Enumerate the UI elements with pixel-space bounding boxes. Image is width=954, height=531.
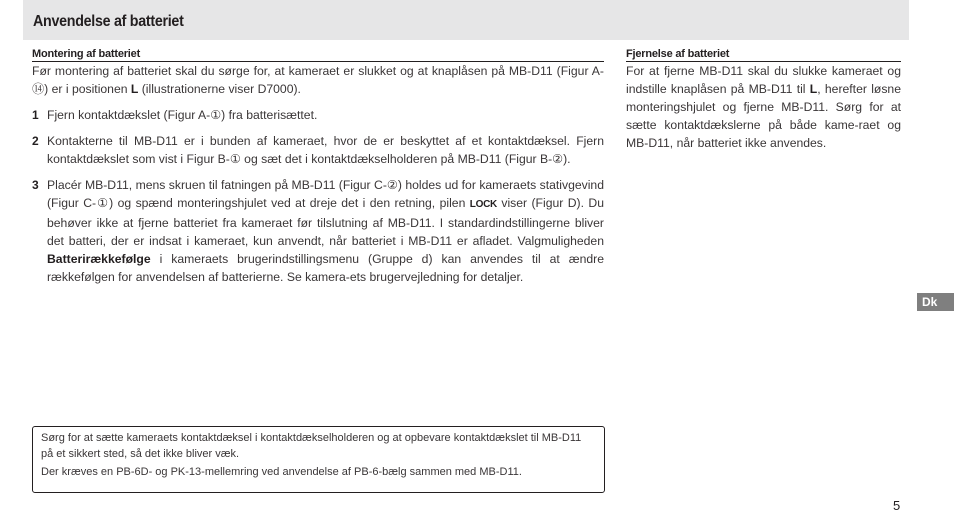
step-text: Kontakterne til MB-D11 er i bunden af kameraet, hvor de er beskyttet af et kontaktdæksel. Fjern kontaktdækslet som vist i Figur B-① og sæt det i kontaktdækselholderen på MB-D11 (Figur B-②). bbox=[47, 134, 604, 166]
battery-order-option: Batterirækkefølge bbox=[47, 252, 151, 266]
lock-position-label: L bbox=[130, 82, 139, 96]
step-text-part: Placér MB-D11, mens skruen til fatningen på MB-D11 (Figur C-②) holdes ud for kameraets stativgevind (Figur C-①) og spænd monteringshjulet ved at dreje det i den retning, pilen bbox=[47, 178, 604, 210]
note-box bbox=[32, 426, 605, 493]
step-number: 2 bbox=[32, 134, 39, 148]
removing-text bbox=[626, 62, 901, 152]
mounting-heading: Montering af batteriet bbox=[32, 48, 604, 62]
page-title: Anvendelse af batteriet bbox=[33, 13, 184, 30]
step-2 bbox=[32, 132, 604, 168]
removing-heading: Fjernelse af batteriet bbox=[626, 48, 901, 62]
lock-label: LOCK bbox=[469, 199, 497, 210]
step-1 bbox=[32, 106, 604, 124]
step-text: Fjern kontaktdækslet (Figur A-①) fra batterisættet. bbox=[47, 108, 318, 122]
removing-section bbox=[626, 48, 901, 152]
step-text-part: viser (Figur D). Du behøver ikke at fjerne batteriet fra kameraet før tilslutning af MB-D11. I standardindstillingerne bliver det batteri, der er indsat i kameraet, kun anvendt, når batteriet i MB-D11 er afladet. Valgmuligheden bbox=[47, 196, 604, 248]
mounting-intro bbox=[32, 62, 604, 98]
removing-text-start: For at fjerne MB-D11 skal du slukke kameraet og indstille knaplåsen på MB-D11 til bbox=[626, 64, 901, 96]
note-contact-cover: Sørg for at sætte kameraets kontaktdæksel i kontaktdækselholderen og at opbevare kontaktdækslet til MB-D11 på et sikkert sted, så det ikke bliver væk. bbox=[41, 432, 582, 460]
step-text bbox=[47, 176, 604, 286]
steps-list bbox=[32, 106, 604, 286]
language-tab: Dk bbox=[917, 293, 954, 311]
mounting-intro-text: Før montering af batteriet skal du sørge for, at kameraet er slukket og at knaplåsen på MB-D11 (Figur A-⑭) er i positionen bbox=[32, 64, 604, 96]
step-text-part: i kameraets brugerindstillingsmenu (Gruppe d) kan anvendes til at ændre rækkefølgen for anvendelsen af batterierne. Se kamera-ets brugervejledning for detaljer. bbox=[47, 252, 604, 284]
mounting-intro-text-end: (illustrationerne viser D7000). bbox=[138, 82, 301, 96]
mounting-section bbox=[32, 48, 604, 294]
page-number: 5 bbox=[893, 498, 901, 513]
header-band bbox=[23, 0, 909, 40]
step-3 bbox=[32, 176, 604, 286]
removing-text-end: , herefter løsne monteringshjulet og fjerne MB-D11. Sørg for at sætte kontaktdækslerne på både kame-raet og MB-D11, når batteriet ikke anvendes. bbox=[626, 82, 901, 150]
step-number: 3 bbox=[32, 178, 39, 192]
step-number: 1 bbox=[32, 108, 39, 122]
note-bellows: Der kræves en PB-6D- og PK-13-mellemring ved anvendelse af PB-6-bælg sammen med MB-D11. bbox=[41, 466, 522, 478]
lock-position-label: L bbox=[809, 82, 818, 96]
